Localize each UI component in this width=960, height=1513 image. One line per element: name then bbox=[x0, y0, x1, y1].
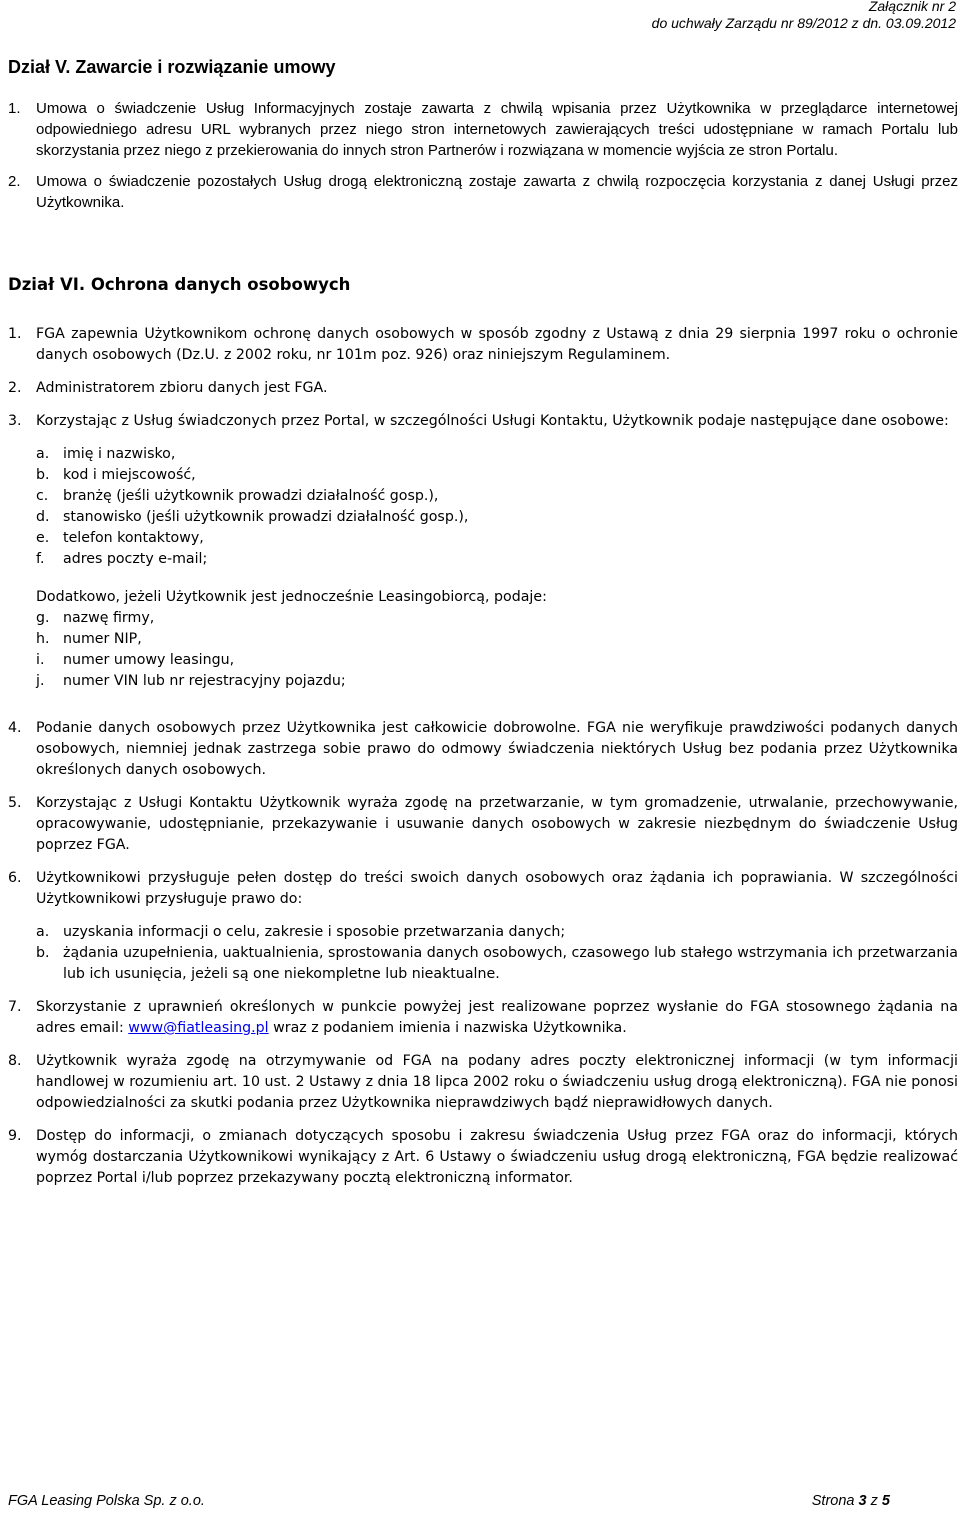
item-text: Podanie danych osobowych przez Użytkownika jest całkowicie dobrowolne. FGA nie weryfikuje prawdziwości podanych danych osobowych, niemniej jednak zastrzega sobie prawo do odmowy świadczenia niektórych Usług bez podania przez Użytkownika określonych danych osobowych. bbox=[36, 720, 958, 778]
email-link[interactable]: www@fiatleasing.pl bbox=[128, 1020, 269, 1036]
sublist bbox=[36, 922, 958, 985]
item-text: Korzystając z Usługi Kontaktu Użytkownik wyraża zgodę na przetwarzanie, w tym gromadzenie, utrwalanie, przechowywanie, opracowywanie, udostępnianie, przekazywanie i usuwanie danych osobowych w zakresie niezbędnym do świadczenie Usług poprzez FGA. bbox=[36, 795, 958, 853]
sublist-letter: i. bbox=[36, 652, 45, 668]
sublist-text: numer NIP, bbox=[63, 631, 142, 647]
section-6-title: Dział VI. Ochrona danych osobowych bbox=[8, 275, 351, 294]
item-text: Administratorem zbioru danych jest FGA. bbox=[36, 380, 328, 396]
sublist-letter: e. bbox=[36, 530, 50, 546]
sublist-item bbox=[36, 650, 958, 671]
sublist-item bbox=[36, 507, 958, 528]
list-item bbox=[8, 1051, 958, 1114]
sublist-item bbox=[36, 528, 958, 549]
sublist-text: numer VIN lub nr rejestracyjny pojazdu; bbox=[63, 673, 346, 689]
page-label: Strona bbox=[811, 1493, 855, 1509]
sublist-text: imię i nazwisko, bbox=[63, 446, 176, 462]
sublist bbox=[36, 444, 958, 570]
sublist-letter: c. bbox=[36, 488, 49, 504]
list-item bbox=[8, 868, 958, 985]
sublist-item bbox=[36, 549, 958, 570]
item-text: Umowa o świadczenie pozostałych Usług drogą elektroniczną zostaje zawarta z chwilą rozpoczęcia korzystania z danej Usługi przez Użytkownika. bbox=[36, 173, 958, 211]
sublist-text: stanowisko (jeśli użytkownik prowadzi działalność gosp.), bbox=[63, 509, 469, 525]
annex-note bbox=[652, 0, 956, 32]
item-number: 2. bbox=[8, 380, 22, 396]
sublist-letter: b. bbox=[36, 467, 50, 483]
sublist-text: uzyskania informacji o celu, zakresie i sposobie przetwarzania danych; bbox=[63, 924, 566, 940]
sublist-item bbox=[36, 486, 958, 507]
item-text: FGA zapewnia Użytkownikom ochronę danych osobowych w sposób zgodny z Ustawą z dnia 29 sierpnia 1997 roku o ochronie danych osobowych (Dz.U. z 2002 roku, nr 101m poz. 926) oraz niniejszym Regulaminem. bbox=[36, 326, 958, 363]
leaseholder-intro: Dodatkowo, jeżeli Użytkownik jest jednocześnie Leasingobiorcą, podaje: bbox=[36, 589, 547, 605]
page-total: 5 bbox=[881, 1493, 890, 1509]
sublist-letter: d. bbox=[36, 509, 50, 525]
sublist-letter: f. bbox=[36, 551, 45, 567]
item-text: Użytkownik wyraża zgodę na otrzymywanie od FGA na podany adres poczty elektronicznej informacji (w tym informacji handlowej w rozumieniu art. 10 ust. 2 Ustawy z dnia 18 lipca 2002 roku o świadczeniu usług drogą elektroniczną). FGA nie ponosi odpowiedzialności za skutki podania przez Użytkownika nieprawdziwych bądź nieprawidłowych danych. bbox=[36, 1053, 958, 1111]
page-current: 3 bbox=[858, 1493, 867, 1509]
list-item bbox=[8, 378, 958, 399]
item-number: 1. bbox=[8, 100, 21, 117]
item-number: 4. bbox=[8, 720, 22, 736]
item-text: Korzystając z Usług świadczonych przez Portal, w szczególności Usługi Kontaktu, Użytkownik podaje następujące dane osobowe: bbox=[36, 413, 949, 429]
page-separator: z bbox=[870, 1493, 878, 1509]
item-number: 8. bbox=[8, 1053, 22, 1069]
item-text: Użytkownikowi przysługuje pełen dostęp do treści swoich danych osobowych oraz żądania ich poprawiania. W szczególności Użytkownikowi przysługuje prawo do: bbox=[36, 870, 958, 907]
sublist-item bbox=[36, 608, 958, 629]
sublist-text: żądania uzupełnienia, uaktualnienia, sprostowania danych osobowych, czasowego lub stałego wstrzymania ich przetwarzania lub ich usunięcia, jeżeli są one niekompletne lub nieaktualne. bbox=[63, 945, 958, 982]
sublist-letter: g. bbox=[36, 610, 50, 626]
sublist-text: kod i miejscowość, bbox=[63, 467, 196, 483]
item-number: 6. bbox=[8, 870, 22, 886]
list-item bbox=[8, 98, 958, 161]
footer-page-number bbox=[812, 1492, 890, 1510]
sublist-item bbox=[36, 671, 958, 692]
item-number: 2. bbox=[8, 173, 21, 190]
sublist bbox=[36, 608, 958, 692]
list-item bbox=[8, 411, 958, 692]
sublist-item bbox=[36, 922, 958, 943]
sublist-text: numer umowy leasingu, bbox=[63, 652, 235, 668]
section-5-title: Dział V. Zawarcie i rozwiązanie umowy bbox=[8, 57, 336, 77]
sublist-item bbox=[36, 629, 958, 650]
item-number: 5. bbox=[8, 795, 22, 811]
sublist-letter: a. bbox=[36, 446, 50, 462]
footer-company: FGA Leasing Polska Sp. z o.o. bbox=[8, 1493, 205, 1509]
sublist-letter: a. bbox=[36, 924, 50, 940]
item-text-tail: wraz z podaniem imienia i nazwiska Użytkownika. bbox=[268, 1020, 627, 1036]
item-number: 9. bbox=[8, 1128, 22, 1144]
sublist-text: adres poczty e-mail; bbox=[63, 551, 208, 567]
item-number: 7. bbox=[8, 999, 22, 1015]
sublist-letter: b. bbox=[36, 945, 50, 961]
list-item bbox=[8, 997, 958, 1039]
item-text: Skorzystanie z uprawnień określonych w punkcie powyżej jest realizowane poprzez wysłanie do FGA stosownego żądania na adres email: bbox=[36, 999, 958, 1036]
sublist-text: telefon kontaktowy, bbox=[63, 530, 204, 546]
item-text: Umowa o świadczenie Usług Informacyjnych zostaje zawarta z chwilą wpisania przez Użytkownika w przeglądarce internetowej odpowiedniego adresu URL wybranych przez niego stron internetowych zawierających treści udostępniane w ramach Portalu lub skorzystania przez niego z przekierowania do innych stron Partnerów i rozwiązana w momencie wyjścia ze stron Portalu. bbox=[36, 100, 958, 159]
annex-line-1: Załącznik nr 2 bbox=[868, 0, 956, 14]
item-text: Dostęp do informacji, o zmianach dotyczących sposobu i zakresu świadczenia Usług przez FGA oraz do informacji, których wymóg dostarczania Użytkownikowi wynikający z Art. 6 Ustawy o świadczeniu usług drogą elektroniczną, FGA będzie realizować poprzez Portal i/lub poprzez przekazywany pocztą elektroniczną informator. bbox=[36, 1128, 958, 1186]
sublist-item bbox=[36, 943, 958, 985]
sublist-letter: j. bbox=[36, 673, 45, 689]
section-6-list bbox=[8, 324, 958, 1201]
sublist-text: branżę (jeśli użytkownik prowadzi działalność gosp.), bbox=[63, 488, 439, 504]
sublist-text: nazwę firmy, bbox=[63, 610, 155, 626]
sublist-letter: h. bbox=[36, 631, 50, 647]
list-item bbox=[8, 1126, 958, 1189]
annex-line-2: do uchwały Zarządu nr 89/2012 z dn. 03.09.2012 bbox=[651, 15, 956, 31]
sublist-item bbox=[36, 465, 958, 486]
list-item bbox=[8, 171, 958, 213]
list-item bbox=[8, 793, 958, 856]
sublist-item bbox=[36, 444, 958, 465]
item-number: 3. bbox=[8, 413, 22, 429]
list-item bbox=[8, 324, 958, 366]
section-5-list bbox=[8, 98, 958, 223]
list-item bbox=[8, 718, 958, 781]
item-number: 1. bbox=[8, 326, 22, 342]
